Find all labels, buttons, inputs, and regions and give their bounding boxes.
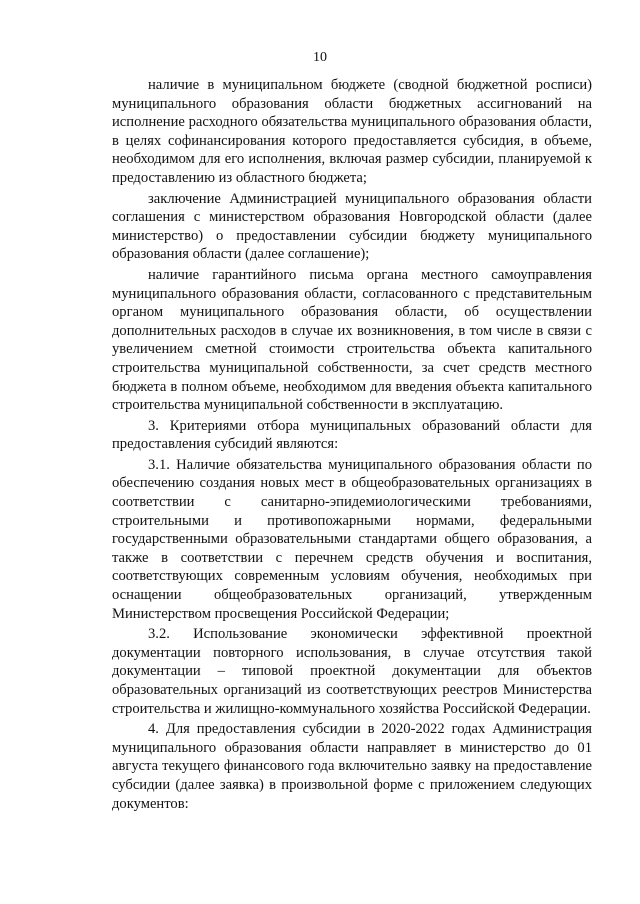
- paragraph-criterion-3-1: 3.1. Наличие обязательства муниципального образования области по обеспечению создания новых мест в общеобразовательных организациях в соответствии с санитарно-эпидемиологическими требованиями, строительными и противопожарными нормами, федеральными государственными образовательными стандартами общего образования, а также в соответствии с перечнем средств обучения и воспитания, соответствующих современным условиям обучения, необходимых при оснащении общеобразовательных организаций, утвержденным Министерством просвещения Российской Федерации;: [112, 456, 592, 622]
- page-number: 10: [313, 50, 327, 65]
- paragraph-criterion-3-2: 3.2. Использование экономически эффективной проектной документации повторного использования, в случае отсутствия такой документации – типовой проектной документации для объектов образовательных организаций из соответствующих реестров Министерства строительства и жилищно-коммунального хозяйства Российской Федерации.: [112, 626, 592, 717]
- paragraph-item-4: 4. Для предоставления субсидии в 2020-2022 годах Администрация муниципального образования области направляет в министерство до 01 августа текущего финансового года включительно заявку на предоставление субсидии (далее заявка) в произвольной форме с приложением следующих документов:: [112, 721, 592, 812]
- document-body: [112, 76, 592, 813]
- paragraph-selection-criteria: 3. Критериями отбора муниципальных образований области для предоставления субсидий являются:: [112, 417, 592, 453]
- paragraph-budget-allocation: наличие в муниципальном бюджете (сводной бюджетной росписи) муниципального образования области бюджетных ассигнований на исполнение расходного обязательства муниципального образования области, в целях софинансирования которого предоставляется субсидия, в объеме, необходимом для его исполнения, включая размер субсидии, планируемой к предоставлению из областного бюджета;: [112, 77, 592, 186]
- paragraph-agreement: заключение Администрацией муниципального образования области соглашения с министерством образования Новгородской области (далее министерство) о предоставлении субсидии бюджету муниципального образования области (далее соглашение);: [112, 190, 592, 263]
- paragraph-guarantee-letter: наличие гарантийного письма органа местного самоуправления муниципального образования области, согласованного с представительным органом муниципального образования области, об осуществлении дополнительных расходов в случае их возникновения, в том числе в связи с увеличением сметной стоимости строительства объекта капитального строительства муниципальной собственности, за счет средств местного бюджета в полном объеме, необходимом для введения объекта капитального строительства муниципальной собственности в эксплуатацию.: [112, 266, 592, 414]
